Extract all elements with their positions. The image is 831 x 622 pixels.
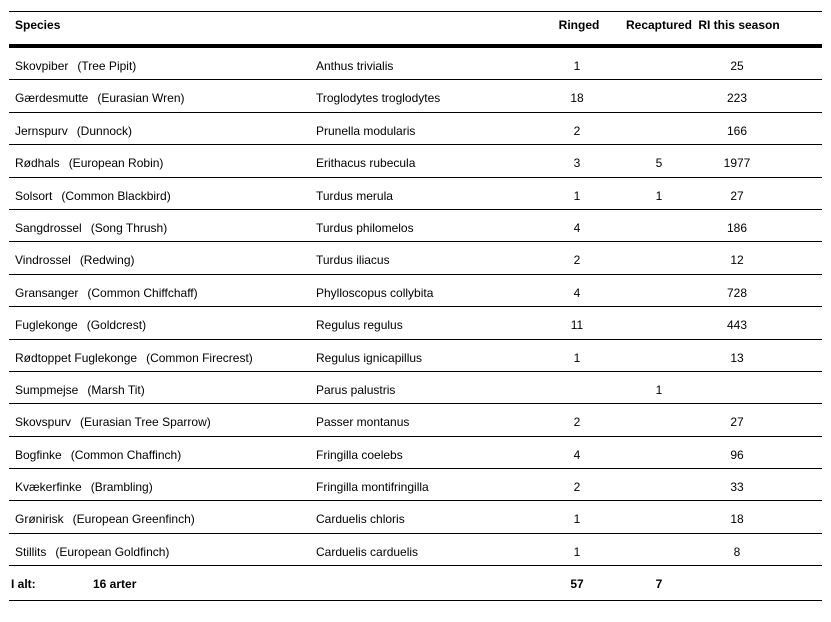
recaptured-count: 1	[655, 188, 663, 203]
species-name	[15, 545, 169, 559]
ringed-count: 11	[570, 318, 584, 333]
species-name	[15, 59, 136, 73]
species-latin-name: Troglodytes troglodytes	[316, 91, 441, 106]
table-row	[9, 48, 822, 80]
species-latin-name: Turdus merula	[316, 188, 393, 203]
table-row	[9, 469, 822, 501]
ri-season-count: 25	[730, 59, 744, 73]
species-latin-name: Fringilla coelebs	[316, 447, 403, 462]
ri-season-count: 96	[730, 447, 744, 462]
species-english-name: (Common Blackbird)	[61, 188, 171, 203]
table-row	[9, 242, 822, 274]
ri-season-count: 443	[726, 318, 748, 333]
species-latin-name: Regulus ignicapillus	[316, 350, 423, 365]
header-species: Species	[15, 18, 61, 32]
ringed-count: 4	[573, 220, 581, 235]
species-danish-name: Grønirisk	[15, 512, 64, 527]
table-row	[9, 372, 822, 404]
species-danish-name: Gærdesmutte	[15, 91, 89, 106]
header-ringed: Ringed	[558, 18, 600, 32]
table-row	[9, 501, 822, 533]
species-latin-name: Regulus regulus	[316, 318, 403, 333]
species-latin-name: Carduelis carduelis	[316, 544, 419, 559]
species-english-name: (European Goldfinch)	[55, 544, 170, 559]
total-species-count: 16 arter	[93, 577, 137, 591]
species-danish-name: Kvækerfinke	[15, 480, 82, 495]
species-latin-name: Passer montanus	[316, 415, 410, 430]
species-danish-name: Vindrossel	[15, 253, 71, 268]
species-latin-name: Carduelis chloris	[316, 512, 405, 527]
ringed-count: 18	[570, 91, 584, 106]
species-danish-name: Fuglekonge	[15, 318, 78, 333]
species-danish-name: Sangdrossel	[15, 220, 82, 235]
species-name	[15, 221, 167, 235]
species-english-name: (Eurasian Wren)	[97, 91, 185, 106]
ringed-count: 2	[573, 253, 581, 268]
table-row	[9, 210, 822, 242]
table-row	[9, 113, 822, 145]
species-english-name: (Song Thrush)	[90, 220, 168, 235]
species-name	[15, 512, 195, 526]
species-danish-name: Skovpiber	[15, 59, 69, 73]
species-name	[15, 480, 153, 494]
species-danish-name: Jernspurv	[15, 123, 68, 138]
species-english-name: (Goldcrest)	[86, 318, 147, 333]
species-latin-name: Prunella modularis	[316, 123, 416, 138]
species-english-name: (Redwing)	[79, 253, 135, 268]
header-recaptured: Recaptured	[625, 18, 693, 32]
recaptured-count: 5	[655, 156, 663, 171]
table-row	[9, 534, 822, 566]
ringed-count: 2	[573, 123, 581, 138]
table-row	[9, 307, 822, 339]
total-recaptured: 7	[655, 577, 663, 591]
table-row	[9, 178, 822, 210]
table-row	[9, 145, 822, 177]
species-name	[15, 286, 198, 300]
species-name	[15, 318, 146, 332]
ri-season-count: 186	[726, 220, 748, 235]
ringed-count: 3	[573, 156, 581, 171]
ringed-count: 2	[573, 415, 581, 430]
table-total-row	[9, 568, 822, 601]
total-ringed: 57	[570, 577, 584, 591]
ringed-count: 4	[573, 285, 581, 300]
species-name	[15, 351, 253, 365]
ri-season-count: 12	[730, 253, 744, 268]
ringed-count: 4	[573, 447, 581, 462]
species-danish-name: Sumpmejse	[15, 382, 79, 397]
species-english-name: (Dunnock)	[76, 123, 133, 138]
table-row	[9, 404, 822, 436]
ri-season-count: 13	[730, 350, 744, 365]
ri-season-count: 166	[726, 123, 748, 138]
species-name	[15, 156, 163, 170]
header-ri-season: RI this season	[698, 18, 780, 32]
species-danish-name: Rødtoppet Fuglekonge	[15, 350, 138, 365]
species-english-name: (Common Firecrest)	[146, 350, 253, 365]
species-danish-name: Skovspurv	[15, 415, 72, 430]
species-name	[15, 124, 132, 138]
ri-season-count: 27	[730, 415, 744, 430]
species-danish-name: Solsort	[15, 188, 53, 203]
table-row	[9, 275, 822, 307]
species-english-name: (Tree Pipit)	[77, 59, 137, 73]
species-danish-name: Gransanger	[15, 285, 79, 300]
ringed-count: 1	[573, 59, 581, 73]
species-danish-name: Rødhals	[15, 156, 60, 171]
species-english-name: (Common Chaffinch)	[70, 447, 182, 462]
ringed-count: 1	[573, 188, 581, 203]
species-english-name: (Common Chiffchaff)	[87, 285, 198, 300]
species-english-name: (Brambling)	[90, 480, 153, 495]
species-name	[15, 415, 211, 429]
species-latin-name: Erithacus rubecula	[316, 156, 416, 171]
species-latin-name: Phylloscopus collybita	[316, 285, 434, 300]
ri-season-count: 728	[726, 285, 748, 300]
ri-season-count: 8	[733, 544, 741, 559]
species-name	[15, 91, 185, 105]
species-name	[15, 189, 171, 203]
ringed-count: 1	[573, 350, 581, 365]
species-name	[15, 253, 135, 267]
table-header-row	[9, 12, 822, 48]
species-name	[15, 448, 181, 462]
ri-season-count: 27	[730, 188, 744, 203]
recaptured-count: 1	[655, 382, 663, 397]
ri-season-count: 18	[730, 512, 744, 527]
ringed-count: 2	[573, 480, 581, 495]
species-english-name: (Marsh Tit)	[87, 382, 145, 397]
total-label: I alt:	[11, 577, 36, 591]
species-latin-name: Turdus philomelos	[316, 220, 414, 235]
ri-season-count: 223	[726, 91, 748, 106]
table-row	[9, 437, 822, 469]
table-row	[9, 340, 822, 372]
species-english-name: (Eurasian Tree Sparrow)	[80, 415, 211, 430]
species-danish-name: Bogfinke	[15, 447, 62, 462]
species-name	[15, 383, 145, 397]
species-latin-name: Fringilla montifringilla	[316, 480, 429, 495]
table-row	[9, 80, 822, 112]
ringed-count: 1	[573, 512, 581, 527]
species-english-name: (European Greenfinch)	[72, 512, 195, 527]
ri-season-count: 1977	[723, 156, 751, 171]
species-latin-name: Turdus iliacus	[316, 253, 390, 268]
species-english-name: (European Robin)	[68, 156, 164, 171]
species-latin-name: Parus palustris	[316, 382, 396, 397]
ri-season-count: 33	[730, 480, 744, 495]
species-danish-name: Stillits	[15, 544, 47, 559]
table-body	[9, 48, 822, 566]
species-latin-name: Anthus trivialis	[316, 59, 394, 73]
ringed-count: 1	[573, 544, 581, 559]
